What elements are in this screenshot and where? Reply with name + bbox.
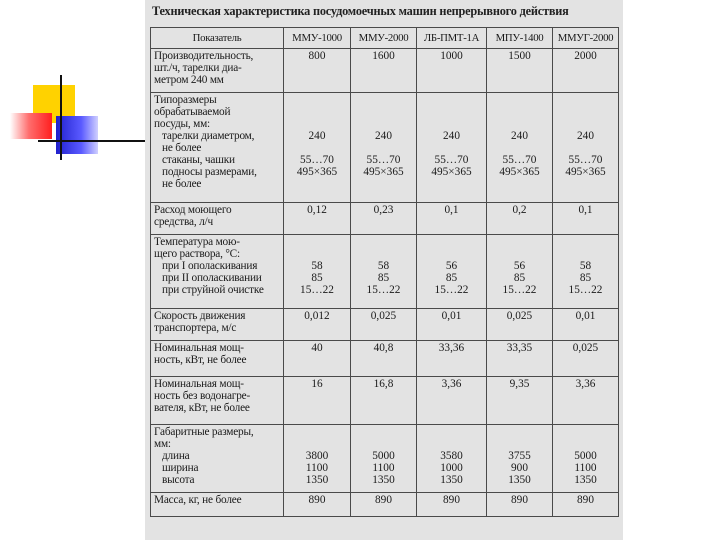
value-cell: 890	[284, 493, 351, 517]
value-cell: 800	[284, 49, 351, 93]
header-row	[151, 28, 619, 49]
value-cell: 2000	[553, 49, 619, 93]
value-cell: 1600	[351, 49, 417, 93]
value-cell: 890	[487, 493, 553, 517]
value-cell: 56 85 15…22	[417, 235, 487, 309]
value-cell: 3580 1000 1350	[417, 425, 487, 493]
param-cell: Скорость движения транспортера, м/с	[151, 309, 284, 341]
value-cell: 58 85 15…22	[553, 235, 619, 309]
col-header: ЛБ-ПМТ-1А	[417, 28, 487, 49]
value-cell: 3,36	[553, 377, 619, 425]
table-row	[151, 493, 619, 517]
value-cell: 33,36	[417, 341, 487, 377]
value-cell: 1500	[487, 49, 553, 93]
value-cell: 58 85 15…22	[351, 235, 417, 309]
col-header: ММУГ-2000	[553, 28, 619, 49]
value-cell: 5000 1100 1350	[351, 425, 417, 493]
value-cell: 0,012	[284, 309, 351, 341]
table-row	[151, 309, 619, 341]
value-cell: 16	[284, 377, 351, 425]
spec-table	[150, 27, 619, 517]
value-cell: 0,1	[553, 203, 619, 235]
param-cell: Номинальная мощ- ность, кВт, не более	[151, 341, 284, 377]
value-cell: 3755 900 1350	[487, 425, 553, 493]
table-row	[151, 235, 619, 309]
col-header: ММУ-2000	[351, 28, 417, 49]
document-title: Техническая характеристика посудомоечных машин непрерывного действия	[152, 4, 569, 18]
param-cell: Расход моющего средства, л/ч	[151, 203, 284, 235]
value-cell: 0,025	[351, 309, 417, 341]
table-row	[151, 425, 619, 493]
table-row	[151, 341, 619, 377]
param-cell: Производительность, шт./ч, тарелки диа- метром 240 мм	[151, 49, 284, 93]
value-cell: 33,35	[487, 341, 553, 377]
value-cell: 58 85 15…22	[284, 235, 351, 309]
value-cell: 0,025	[487, 309, 553, 341]
value-cell: 0,025	[553, 341, 619, 377]
value-cell: 240 55…70 495×365	[284, 93, 351, 203]
col-header: ММУ-1000	[284, 28, 351, 49]
value-cell: 890	[417, 493, 487, 517]
value-cell: 5000 1100 1350	[553, 425, 619, 493]
col-header: Показатель	[151, 28, 284, 49]
value-cell: 240 55…70 495×365	[417, 93, 487, 203]
value-cell: 0,23	[351, 203, 417, 235]
value-cell: 40,8	[351, 341, 417, 377]
value-cell: 3,36	[417, 377, 487, 425]
value-cell: 240 55…70 495×365	[351, 93, 417, 203]
table-row	[151, 49, 619, 93]
decor-vertical-line	[60, 75, 62, 160]
param-cell: Масса, кг, не более	[151, 493, 284, 517]
param-cell: Габаритные размеры, мм: длина ширина высота	[151, 425, 284, 493]
param-cell: Номинальная мощ- ность без водонагре- вателя, кВт, не более	[151, 377, 284, 425]
col-header: МПУ-1400	[487, 28, 553, 49]
value-cell: 0,2	[487, 203, 553, 235]
value-cell: 240 55…70 495×365	[487, 93, 553, 203]
value-cell: 40	[284, 341, 351, 377]
value-cell: 890	[351, 493, 417, 517]
scanned-document	[145, 0, 623, 540]
decor-horizontal-line	[38, 140, 148, 142]
decor-blue-square	[56, 116, 98, 154]
value-cell: 56 85 15…22	[487, 235, 553, 309]
value-cell: 0,01	[553, 309, 619, 341]
value-cell: 0,1	[417, 203, 487, 235]
value-cell: 0,12	[284, 203, 351, 235]
param-cell: Типоразмеры обрабатываемой посуды, мм: тарелки диаметром, не более стаканы, чашки подносы размерами, не более	[151, 93, 284, 203]
value-cell: 0,01	[417, 309, 487, 341]
value-cell: 890	[553, 493, 619, 517]
param-cell: Температура мою- щего раствора, °С: при I ополаскивания при II ополаскивании при струйной очистке	[151, 235, 284, 309]
decor-red-bar	[10, 113, 52, 139]
table-row	[151, 203, 619, 235]
value-cell: 9,35	[487, 377, 553, 425]
value-cell: 16,8	[351, 377, 417, 425]
value-cell: 240 55…70 495×365	[553, 93, 619, 203]
value-cell: 3800 1100 1350	[284, 425, 351, 493]
table-row	[151, 377, 619, 425]
value-cell: 1000	[417, 49, 487, 93]
table-row	[151, 93, 619, 203]
